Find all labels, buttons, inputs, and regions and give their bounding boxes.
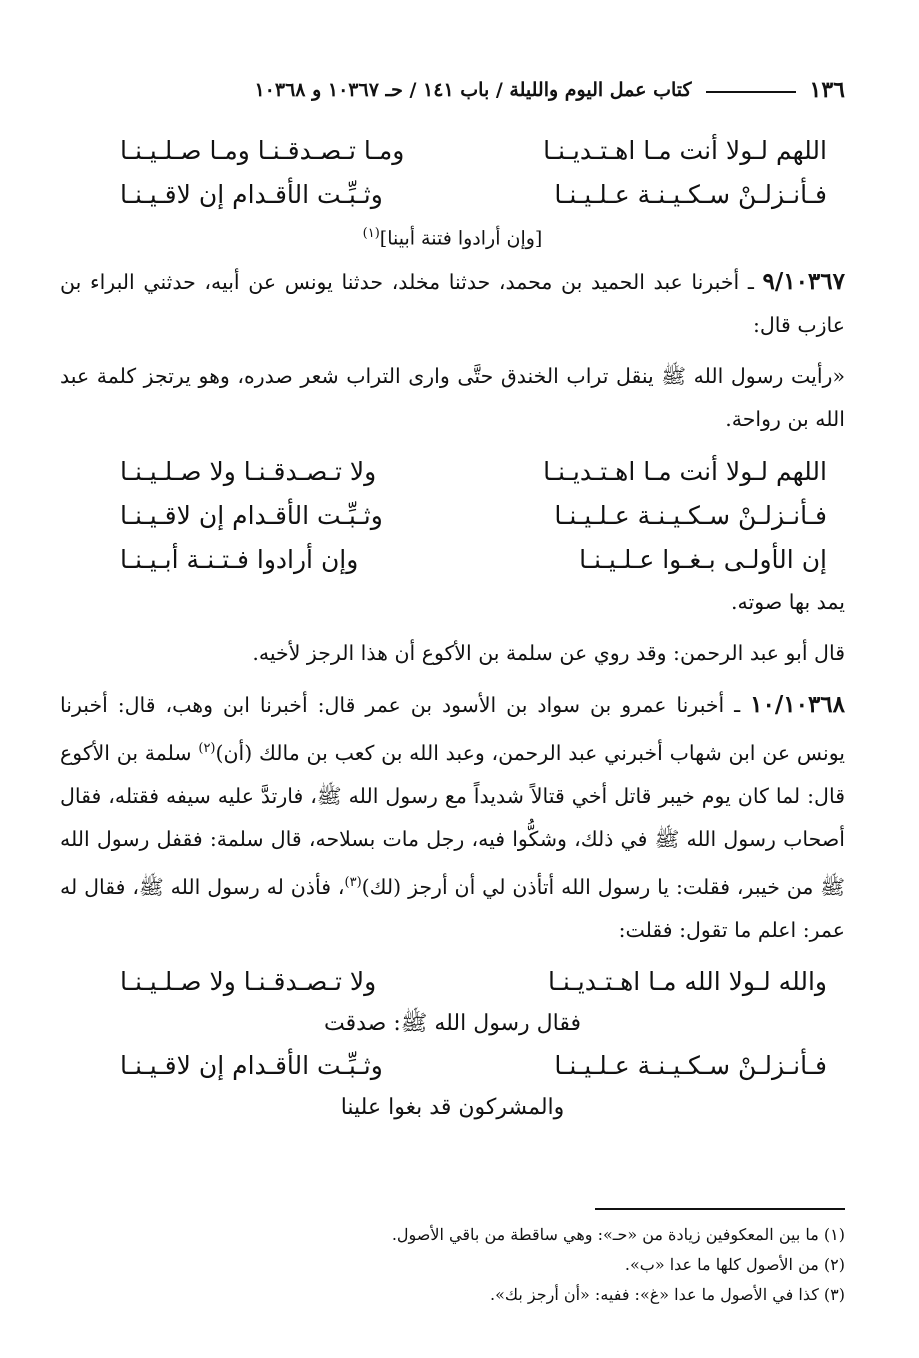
verse-second-hemistich: ولا تـصـدقـنـا ولا صـلـيـنـا — [120, 456, 377, 486]
verse-second-hemistich: ولا تـصـدقـنـا ولا صـلـيـنـا — [120, 967, 377, 997]
footnote-separator — [595, 1208, 845, 1210]
verse-first-hemistich: إن الأولـى بـغـوا عـلـيـنـا — [579, 544, 827, 574]
hadith-9-10367 — [60, 260, 845, 347]
verse — [120, 449, 827, 493]
verse-second-hemistich: وإن أرادوا فـتـنـة أبـيـنـا — [120, 544, 359, 574]
verse-first-hemistich: اللهم لـولا أنت مـا اهـتـديـنـا — [543, 456, 827, 486]
footnote-2: (٢) من الأصول كلها ما عدا «ب». — [624, 1255, 845, 1274]
verse — [120, 1044, 827, 1088]
hadith-10-10368 — [60, 683, 845, 952]
poem-note: يمد بها صوته. — [731, 590, 845, 614]
author-comment: قال أبو عبد الرحمن: وقد روي عن سلمة بن الأكوع أن هذا الرجز لأخيه. — [252, 641, 845, 665]
hadith-text: ـ أخبرنا عبد الحميد بن محمد، حدثنا مخلد، حدثنا يونس عن أبيه، حدثني البراء بن عازب قال: — [60, 270, 845, 337]
hadith-number: ٩/١٠٣٦٧ — [762, 268, 845, 295]
footnote-ref: (١) — [362, 226, 380, 241]
verse — [120, 537, 827, 581]
verse — [120, 128, 827, 172]
verse — [120, 172, 827, 216]
bracketed-text: [وإن أرادوا فتنة أبينا] — [379, 227, 543, 250]
verse-first-hemistich: فـأنـزلـنْ سـكـيـنـة عـلـيـنـا — [554, 179, 827, 209]
footnotes — [60, 1220, 845, 1310]
poem-closing-line: والمشركون قد بغوا علينا — [340, 1094, 565, 1120]
running-title: كتاب عمل اليوم والليلة / باب ١٤١ / حـ ١٠٣٦٧ و ١٠٣٦٨ — [254, 79, 692, 101]
hadith-text: ، فأذن له رسول الله ﷺ، فقال له عمر: اعلم ما تقول: فقلت: — [60, 874, 845, 942]
hadith-quote: «رأيت رسول الله ﷺ ينقل تراب الخندق حتَّى وارى التراب شعر صدره، وهو يرتجز كلمة عبد الله بن رواحة. — [60, 364, 845, 431]
verse-second-hemistich: وثـبِّـت الأقـدام إن لاقـيـنـا — [120, 500, 383, 530]
footnote-ref: (٣) — [344, 874, 362, 890]
poem-3-cont — [60, 1044, 845, 1088]
verse-second-hemistich: وثـبِّـت الأقـدام إن لاقـيـنـا — [120, 1051, 383, 1081]
book-page — [60, 60, 845, 1320]
hadith-text: ـ أخبرنا عمرو بن سواد بن الأسود بن عمر قال: أخبرنا ابن وهب، قال: أخبرنا يونس عن ابن شهاب أخبرني عبد الرحمن، وعبد الله بن كعب بن مالك (أن) — [60, 693, 845, 765]
footnote-1: (١) ما بين المعكوفين زيادة من «حـ»: وهي ساقطة من باقي الأصول. — [391, 1225, 845, 1244]
header-rule — [706, 91, 796, 93]
bracketed-addition — [60, 216, 845, 252]
footnote-ref: (٢) — [198, 741, 216, 756]
verse-first-hemistich: فـأنـزلـنْ سـكـيـنـة عـلـيـنـا — [554, 1051, 827, 1081]
page-header — [60, 72, 845, 108]
hadith-text: سلمة بن الأكوع قال: لما كان يوم خيبر قاتل أخي قتالاً شديداً مع رسول الله ﷺ، فارتدَّ عليه سيفه فقتله، فقال أصحاب رسول الله ﷺ في ذلك، وشكُّوا فيه، رجل مات بسلاحه، قال سلمة: فقفل رسول الله ﷺ من خيبر، فقلت: يا رسول الله أتأذن لي أن أرجز (لك) — [60, 740, 845, 899]
footnote-3: (٣) كذا في الأصول ما عدا «غ»: ففيه: «أن أرجز بك». — [489, 1285, 845, 1304]
page-body — [60, 128, 845, 1128]
poem-2 — [60, 449, 845, 581]
verse-first-hemistich: فـأنـزلـنْ سـكـيـنـة عـلـيـنـا — [554, 500, 827, 530]
verse-second-hemistich: ومـا تـصـدقـنـا ومـا صـلـيـنـا — [120, 135, 405, 165]
prophet-reply: فقال رسول الله ﷺ: صدقت — [324, 1010, 581, 1036]
poem-3 — [60, 960, 845, 1004]
verse-second-hemistich: وثـبِّـت الأقـدام إن لاقـيـنـا — [120, 179, 383, 209]
hadith-number: ١٠/١٠٣٦٨ — [750, 691, 845, 718]
poem-1 — [60, 128, 845, 216]
verse-first-hemistich: والله لـولا الله مـا اهـتـديـنـا — [547, 967, 827, 997]
verse — [120, 493, 827, 537]
verse-first-hemistich: اللهم لـولا أنت مـا اهـتـديـنـا — [543, 135, 827, 165]
verse — [120, 960, 827, 1004]
page-number: ١٣٦ — [809, 77, 845, 103]
